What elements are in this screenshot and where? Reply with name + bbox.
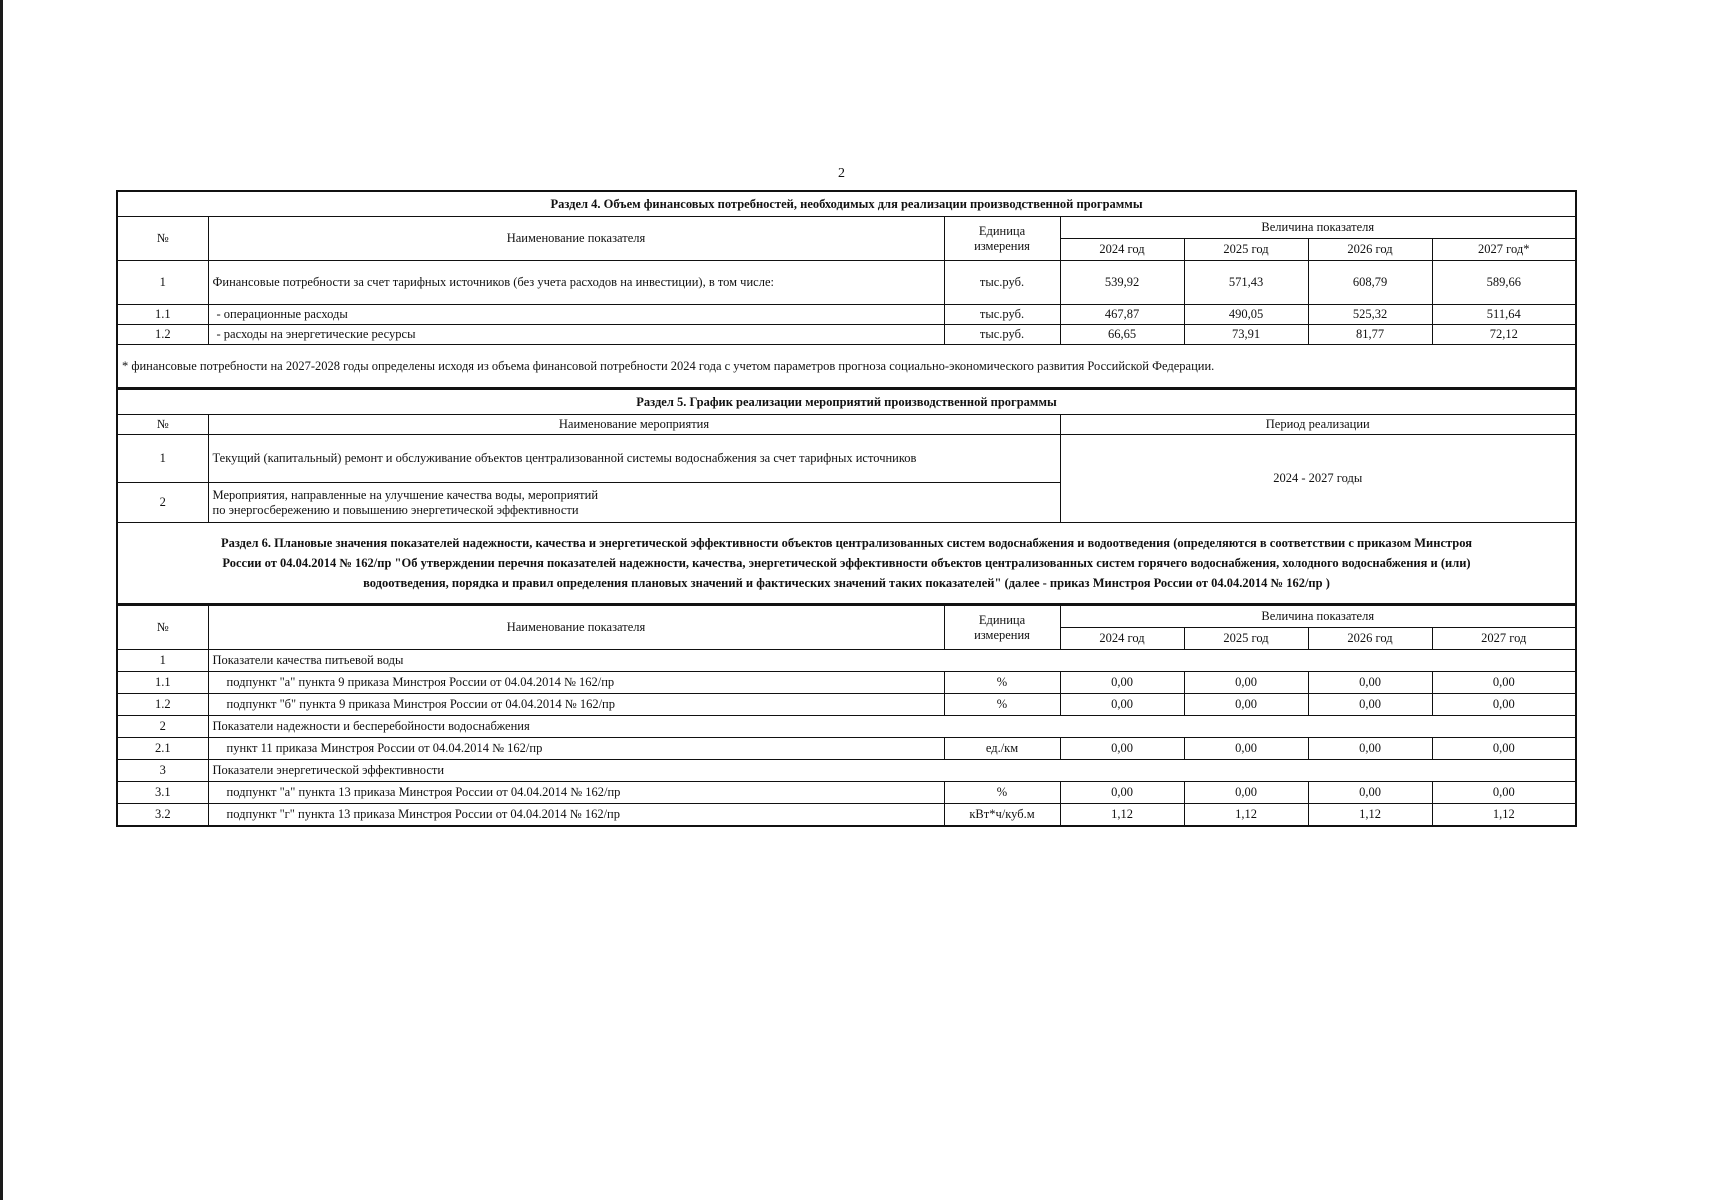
row-value: 539,92 xyxy=(1060,261,1184,305)
row-name: подпункт "а" пункта 9 приказа Минстроя России от 04.04.2014 № 162/пр xyxy=(208,672,944,694)
row-name: подпункт "а" пункта 13 приказа Минстроя России от 04.04.2014 № 162/пр xyxy=(208,782,944,804)
row-value: 0,00 xyxy=(1432,694,1576,716)
group-name: Показатели качества питьевой воды xyxy=(208,650,1576,672)
table-row xyxy=(117,261,1576,305)
table-row xyxy=(117,738,1576,760)
s4-header-year: 2024 год xyxy=(1060,239,1184,261)
s5-header-no: № xyxy=(117,415,208,435)
document-sheet xyxy=(116,190,1575,827)
section6-title-line: Раздел 6. Плановые значения показателей надежности, качества и энергетической эффективности объектов централизованных систем водоснабжения и водоотведения (определяются в соответствии с приказом Минстроя xyxy=(220,536,1473,550)
s4-header-name: Наименование показателя xyxy=(208,217,944,261)
page-number: 2 xyxy=(838,166,845,181)
row-value: 0,00 xyxy=(1184,738,1308,760)
section5-table xyxy=(116,389,1577,605)
row-value: 1,12 xyxy=(1060,804,1184,826)
row-value: 0,00 xyxy=(1308,672,1432,694)
section4-footnote: * финансовые потребности на 2027-2028 годы определены исходя из объема финансовой потребности 2024 года с учетом параметров прогноза социально-экономического развития Российской Федерации. xyxy=(117,345,1576,389)
section5-title: Раздел 5. График реализации мероприятий производственной программы xyxy=(117,390,1576,415)
row-value: 1,12 xyxy=(1432,804,1576,826)
row-name: подпункт "б" пункта 9 приказа Минстроя России от 04.04.2014 № 162/пр xyxy=(208,694,944,716)
row-value: 0,00 xyxy=(1060,694,1184,716)
section6-title xyxy=(117,523,1576,605)
section4-table xyxy=(116,190,1577,389)
table-row xyxy=(117,435,1576,483)
table-row xyxy=(117,305,1576,325)
row-value: 1,12 xyxy=(1308,804,1432,826)
row-unit: тыс.руб. xyxy=(944,305,1060,325)
row-value: 0,00 xyxy=(1308,782,1432,804)
row-no: 1 xyxy=(117,650,208,672)
row-unit: тыс.руб. xyxy=(944,325,1060,345)
row-unit: ед./км xyxy=(944,738,1060,760)
row-no: 2 xyxy=(117,716,208,738)
row-no: 1.1 xyxy=(117,672,208,694)
row-value: 0,00 xyxy=(1308,738,1432,760)
table-row xyxy=(117,804,1576,826)
row-value: 0,00 xyxy=(1184,694,1308,716)
s6-header-unit xyxy=(944,606,1060,650)
row-value: 0,00 xyxy=(1432,672,1576,694)
row-name: Финансовые потребности за счет тарифных источников (без учета расходов на инвестиции), в том числе: xyxy=(208,261,944,305)
row-no: 2 xyxy=(117,483,208,523)
s5-header-period: Период реализации xyxy=(1060,415,1576,435)
row-value: 0,00 xyxy=(1060,782,1184,804)
s4-header-unit-line2: измерения xyxy=(974,238,1030,253)
row-value: 525,32 xyxy=(1308,305,1432,325)
row-value: 1,12 xyxy=(1184,804,1308,826)
table-row xyxy=(117,716,1576,738)
row-no: 1.1 xyxy=(117,305,208,325)
row-no: 2.1 xyxy=(117,738,208,760)
section6-title-line: водоотведения, порядка и правил определения плановых значений и фактических значений таких показателей" (далее - приказ Минстроя России от 04.04.2014 № 162/пр ) xyxy=(363,576,1330,590)
row-name-line: по энергосбережению и повышению энергетической эффективности xyxy=(212,502,579,517)
row-no: 1.2 xyxy=(117,325,208,345)
row-no: 1 xyxy=(117,261,208,305)
s6-header-year: 2025 год xyxy=(1184,628,1308,650)
table-row xyxy=(117,694,1576,716)
row-unit: кВт*ч/куб.м xyxy=(944,804,1060,826)
s6-header-name: Наименование показателя xyxy=(208,606,944,650)
row-no: 1.2 xyxy=(117,694,208,716)
s6-header-year: 2027 год xyxy=(1432,628,1576,650)
table-row xyxy=(117,760,1576,782)
s4-header-year: 2025 год xyxy=(1184,239,1308,261)
row-unit: % xyxy=(944,694,1060,716)
s4-header-year: 2026 год xyxy=(1308,239,1432,261)
row-value: 511,64 xyxy=(1432,305,1576,325)
row-no: 1 xyxy=(117,435,208,483)
s5-header-name: Наименование мероприятия xyxy=(208,415,1060,435)
table-row xyxy=(117,325,1576,345)
row-name: - операционные расходы xyxy=(208,305,944,325)
row-value: 0,00 xyxy=(1432,782,1576,804)
row-value: 66,65 xyxy=(1060,325,1184,345)
row-value: 81,77 xyxy=(1308,325,1432,345)
section6-title-line: России от 04.04.2014 № 162/пр "Об утверждении перечня показателей надежности, качества, энергетической эффективности объектов централизованных систем горячего водоснабжения, холодного водоснабжения и (или) xyxy=(222,556,1471,570)
row-unit: тыс.руб. xyxy=(944,261,1060,305)
row-value: 490,05 xyxy=(1184,305,1308,325)
section6-table xyxy=(116,605,1577,827)
s6-header-year: 2024 год xyxy=(1060,628,1184,650)
group-name: Показатели энергетической эффективности xyxy=(208,760,1576,782)
row-name: пункт 11 приказа Минстроя России от 04.04.2014 № 162/пр xyxy=(208,738,944,760)
s4-header-value-group: Величина показателя xyxy=(1060,217,1576,239)
row-name xyxy=(208,483,1060,523)
row-value: 467,87 xyxy=(1060,305,1184,325)
s4-header-unit-line1: Единица xyxy=(978,223,1026,238)
s4-header-no: № xyxy=(117,217,208,261)
row-unit: % xyxy=(944,782,1060,804)
row-name-line: Мероприятия, направленные на улучшение качества воды, мероприятий xyxy=(212,487,599,502)
period-value: 2024 - 2027 годы xyxy=(1060,435,1576,523)
row-no: 3.1 xyxy=(117,782,208,804)
row-value: 571,43 xyxy=(1184,261,1308,305)
s4-header-year: 2027 год* xyxy=(1432,239,1576,261)
s6-header-year: 2026 год xyxy=(1308,628,1432,650)
table-row xyxy=(117,782,1576,804)
s6-header-unit-line1: Единица xyxy=(978,612,1026,627)
row-value: 0,00 xyxy=(1184,672,1308,694)
row-value: 608,79 xyxy=(1308,261,1432,305)
row-name: Текущий (капитальный) ремонт и обслуживание объектов централизованной системы водоснабжения за счет тарифных источников xyxy=(208,435,1060,483)
table-row xyxy=(117,650,1576,672)
row-no: 3.2 xyxy=(117,804,208,826)
s6-header-unit-line2: измерения xyxy=(974,627,1030,642)
s6-header-value-group: Величина показателя xyxy=(1060,606,1576,628)
row-value: 73,91 xyxy=(1184,325,1308,345)
row-name: - расходы на энергетические ресурсы xyxy=(208,325,944,345)
row-name: подпункт "г" пункта 13 приказа Минстроя России от 04.04.2014 № 162/пр xyxy=(208,804,944,826)
section4-title: Раздел 4. Объем финансовых потребностей, необходимых для реализации производственной программы xyxy=(117,191,1576,217)
scan-edge xyxy=(0,0,3,1200)
table-row xyxy=(117,672,1576,694)
row-value: 0,00 xyxy=(1432,738,1576,760)
row-unit: % xyxy=(944,672,1060,694)
s4-header-unit xyxy=(944,217,1060,261)
row-value: 589,66 xyxy=(1432,261,1576,305)
s6-header-no: № xyxy=(117,606,208,650)
row-value: 0,00 xyxy=(1060,738,1184,760)
group-name: Показатели надежности и бесперебойности водоснабжения xyxy=(208,716,1576,738)
row-value: 72,12 xyxy=(1432,325,1576,345)
row-value: 0,00 xyxy=(1184,782,1308,804)
row-value: 0,00 xyxy=(1308,694,1432,716)
row-value: 0,00 xyxy=(1060,672,1184,694)
row-no: 3 xyxy=(117,760,208,782)
